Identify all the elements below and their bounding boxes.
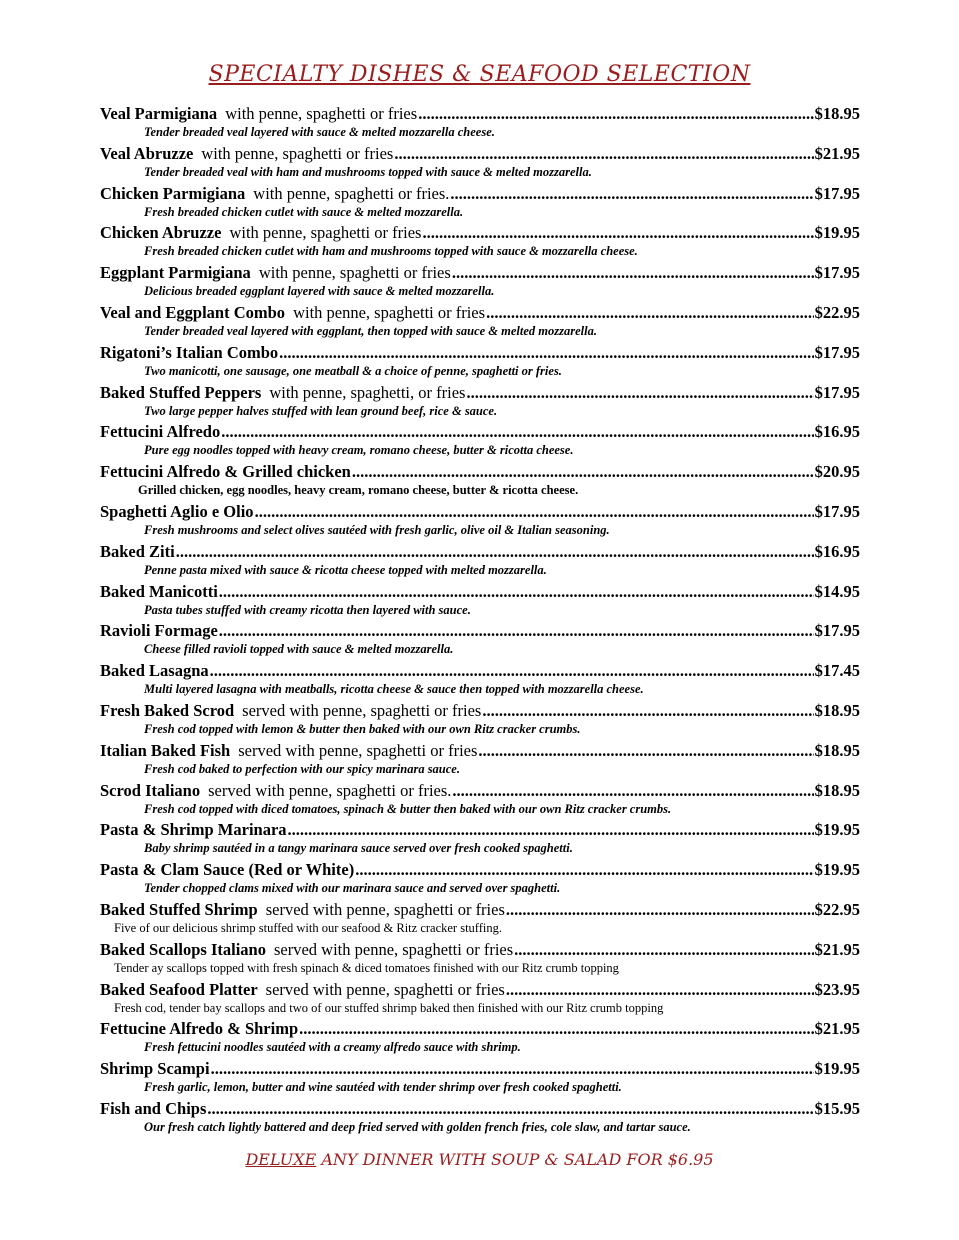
menu-item-name: Italian Baked Fish: [100, 740, 231, 760]
menu-item-sides: with penne, spaghetti or fries: [201, 143, 394, 163]
menu-item-price: $21.95: [814, 143, 860, 163]
menu-item-price: $20.95: [814, 462, 860, 482]
menu-item-line: [100, 741, 860, 762]
menu-item: [100, 1059, 860, 1099]
menu-item: [100, 502, 860, 542]
menu-item-sides: with penne, spaghetti or fries: [258, 263, 451, 283]
menu-item-leader-dots: [514, 940, 813, 960]
menu-item-description: Tender breaded veal layered with eggplant, then topped with sauce & melted mozzarella.: [144, 323, 597, 338]
menu-item-description: Tender breaded veal layered with sauce & melted mozzarella cheese.: [144, 125, 495, 139]
menu-item-price: $14.95: [814, 581, 860, 601]
menu-item-line: [100, 860, 860, 881]
menu-item-price: $16.95: [814, 541, 860, 561]
menu-item-price: $17.95: [814, 501, 860, 521]
menu-item: [100, 701, 860, 741]
menu-item-name: Baked Scallops Italiano: [100, 939, 266, 959]
menu-item: [100, 900, 860, 940]
menu-item-description: Fresh cod, tender bay scallops and two of our stuffed shrimp baked then finished with our Ritz crumb topping: [114, 1000, 664, 1015]
menu-item-leader-dots: [210, 661, 814, 681]
menu-item-price: $17.95: [814, 342, 860, 362]
menu-item-price: $16.95: [814, 422, 860, 442]
menu-item: [100, 1019, 860, 1059]
menu-item-description: Baby shrimp sautéed in a tangy marinara sauce served over fresh cooked spaghetti.: [144, 841, 573, 856]
menu-item-leader-dots: [219, 621, 814, 641]
menu-item: [100, 661, 860, 701]
menu-item-description: Tender chopped clams mixed with our marinara sauce and served over spaghetti.: [144, 881, 561, 896]
menu-item-name: Fettucini Alfredo: [100, 422, 221, 442]
menu-item-price: $18.95: [814, 740, 860, 760]
menu-item-line: [100, 1059, 860, 1080]
menu-item-leader-dots: [422, 223, 813, 243]
menu-item-line: [100, 980, 860, 1001]
menu-item-leader-dots: [478, 741, 813, 761]
menu-item-leader-dots: [255, 502, 814, 522]
menu-item-line: [100, 104, 860, 125]
menu-item-line: [100, 582, 860, 603]
menu-item-line: [100, 223, 860, 244]
menu-item: [100, 184, 860, 224]
menu-item-description: Fresh fettucini noodles sautéed with a creamy alfredo sauce with shrimp.: [144, 1040, 521, 1055]
menu-items-list: [100, 104, 860, 1139]
menu-item-description: Two manicotti, one sausage, one meatball & a choice of penne, spaghetti or fries.: [144, 363, 562, 378]
menu-item-name: Eggplant Parmigiana: [100, 263, 251, 283]
menu-item-leader-dots: [355, 860, 813, 880]
menu-item: [100, 860, 860, 900]
menu-item-line: [100, 303, 860, 324]
menu-item-description: Penne pasta mixed with sauce & ricotta cheese topped with melted mozzarella.: [144, 562, 547, 577]
footer-offer-text: ANY DINNER WITH SOUP & SALAD FOR $6.95: [316, 1150, 714, 1169]
menu-item-sides: served with penne, spaghetti or fries: [242, 700, 482, 720]
menu-item-description: Fresh garlic, lemon, butter and wine sautéed with tender shrimp over fresh cooked spaghetti.: [144, 1080, 622, 1095]
menu-item-description: Fresh breaded chicken cutlet with sauce & melted mozzarella.: [144, 204, 464, 219]
menu-item-sides: served with penne, spaghetti or fries: [265, 979, 505, 999]
menu-item-name: Baked Seafood Platter: [100, 979, 258, 999]
menu-item-name: Chicken Abruzze: [100, 223, 222, 243]
menu-item-price: $17.45: [814, 661, 860, 681]
menu-item-description: Pasta tubes stuffed with creamy ricotta then layered with sauce.: [144, 602, 471, 617]
menu-item: [100, 144, 860, 184]
menu-item: [100, 940, 860, 980]
menu-item-leader-dots: [450, 184, 813, 204]
menu-item-line: [100, 1099, 860, 1120]
menu-item-line: [100, 462, 860, 483]
menu-item-sides: served with penne, spaghetti or fries: [265, 899, 505, 919]
menu-item: [100, 980, 860, 1020]
menu-item-description: Cheese filled ravioli topped with sauce & melted mozzarella.: [144, 642, 454, 657]
menu-item-price: $21.95: [814, 939, 860, 959]
menu-footer-deluxe-offer: [0, 1150, 959, 1169]
menu-item-description: Delicious breaded eggplant layered with sauce & melted mozzarella.: [144, 284, 495, 299]
menu-item-sides: served with penne, spaghetti or fries: [273, 939, 514, 959]
menu-item-line: [100, 781, 860, 802]
menu-item-line: [100, 701, 860, 722]
menu-item-sides: with penne, spaghetti, or fries: [269, 382, 466, 402]
menu-item-leader-dots: [452, 263, 814, 283]
menu-item-description: Tender ay scallops topped with fresh spinach & diced tomatoes finished with our Ritz crumb topping: [114, 960, 619, 975]
menu-item-sides: with penne, spaghetti or fries: [293, 302, 486, 322]
menu-item-leader-dots: [219, 582, 814, 602]
menu-item-name: Pasta & Shrimp Marinara: [100, 820, 287, 840]
menu-item-line: [100, 184, 860, 205]
menu-item-price: $19.95: [814, 223, 860, 243]
menu-item: [100, 383, 860, 423]
menu-item-name: Baked Stuffed Shrimp: [100, 899, 258, 919]
menu-item-leader-dots: [486, 303, 814, 323]
menu-item-line: [100, 144, 860, 165]
menu-item: [100, 781, 860, 821]
menu-item-sides: served with penne, spaghetti or fries.: [208, 780, 452, 800]
menu-item-name: Veal Parmigiana: [100, 104, 218, 123]
menu-item-price: $23.95: [814, 979, 860, 999]
menu-item-price: $21.95: [814, 1019, 860, 1039]
menu-item-name: Spaghetti Aglio e Olio: [100, 501, 254, 521]
menu-item-name: Fettucini Alfredo & Grilled chicken: [100, 462, 351, 482]
menu-item-name: Fresh Baked Scrod: [100, 700, 235, 720]
menu-item: [100, 104, 860, 144]
menu-item-price: $17.95: [814, 382, 860, 402]
menu-item: [100, 820, 860, 860]
menu-item-price: $18.95: [814, 780, 860, 800]
menu-item-leader-dots: [352, 462, 814, 482]
menu-item-leader-dots: [452, 781, 813, 801]
menu-item-price: $19.95: [814, 860, 860, 880]
menu-item-name: Baked Ziti: [100, 541, 175, 561]
menu-item-name: Scrod Italiano: [100, 780, 201, 800]
menu-item-name: Shrimp Scampi: [100, 1059, 210, 1079]
menu-item-sides: served with penne, spaghetti or fries: [238, 740, 478, 760]
menu-item-name: Fish and Chips: [100, 1098, 207, 1118]
menu-item-line: [100, 263, 860, 284]
menu-item-leader-dots: [221, 422, 813, 442]
menu-item: [100, 263, 860, 303]
menu-item-sides: with penne, spaghetti or fries.: [253, 183, 450, 203]
menu-item: [100, 462, 860, 502]
menu-item-description: Fresh cod topped with diced tomatoes, spinach & butter then baked with our own Ritz cracker crumbs.: [144, 801, 672, 816]
menu-item-leader-dots: [207, 1099, 813, 1119]
menu-item-price: $19.95: [814, 820, 860, 840]
menu-item-description: Multi layered lasagna with meatballs, ricotta cheese & sauce then topped with mozzarella cheese.: [144, 682, 644, 697]
menu-item-leader-dots: [466, 383, 813, 403]
menu-item: [100, 621, 860, 661]
menu-item-line: [100, 900, 860, 921]
menu-item-name: Pasta & Clam Sauce (Red or White): [100, 860, 355, 880]
menu-item-line: [100, 383, 860, 404]
menu-item-leader-dots: [299, 1019, 813, 1039]
menu-item-name: Ravioli Formage: [100, 621, 218, 641]
menu-item-description: Pure egg noodles topped with heavy cream, romano cheese, butter & ricotta cheese.: [144, 443, 574, 458]
menu-item-leader-dots: [279, 343, 813, 363]
menu-item-description: Grilled chicken, egg noodles, heavy cream, romano cheese, butter & ricotta cheese.: [138, 483, 579, 498]
menu-item-line: [100, 661, 860, 682]
menu-item-price: $19.95: [814, 1059, 860, 1079]
menu-item-price: $17.95: [814, 263, 860, 283]
menu-item-leader-dots: [418, 104, 813, 124]
menu-item-line: [100, 542, 860, 563]
menu-item: [100, 223, 860, 263]
menu-item-leader-dots: [176, 542, 814, 562]
menu-item: [100, 542, 860, 582]
menu-item-line: [100, 343, 860, 364]
menu-item-description: Fresh mushrooms and select olives sautéed with fresh garlic, olive oil & Italian seasoning.: [144, 522, 610, 537]
menu-item-leader-dots: [506, 980, 814, 1000]
menu-item-price: $17.95: [814, 183, 860, 203]
menu-item-name: Rigatoni’s Italian Combo: [100, 342, 279, 362]
menu-item-description: Fresh cod baked to perfection with our spicy marinara sauce.: [144, 761, 460, 776]
menu-item-name: Fettucine Alfredo & Shrimp: [100, 1019, 299, 1039]
menu-item-line: [100, 1019, 860, 1040]
menu-item-leader-dots: [482, 701, 813, 721]
menu-item-line: [100, 940, 860, 961]
menu-item-price: $17.95: [814, 621, 860, 641]
menu-item-description: Tender breaded veal with ham and mushrooms topped with sauce & melted mozzarella.: [144, 164, 592, 179]
menu-item-leader-dots: [288, 820, 814, 840]
menu-item-description: Two large pepper halves stuffed with lean ground beef, rice & sauce.: [144, 403, 498, 418]
menu-item-description: Five of our delicious shrimp stuffed with our seafood & Ritz cracker stuffing.: [114, 920, 503, 935]
menu-item-sides: with penne, spaghetti or fries: [225, 104, 418, 123]
menu-item-price: $18.95: [814, 104, 860, 123]
menu-item-leader-dots: [211, 1059, 814, 1079]
menu-item-leader-dots: [394, 144, 813, 164]
menu-item-name: Chicken Parmigiana: [100, 183, 246, 203]
menu-item-leader-dots: [506, 900, 814, 920]
menu-item: [100, 1099, 860, 1139]
menu-item-description: Our fresh catch lightly battered and deep fried served with golden french fries, cole slaw, and tartar sauce.: [144, 1119, 691, 1134]
menu-item-name: Veal Abruzze: [100, 143, 194, 163]
menu-item-line: [100, 422, 860, 443]
menu-item-name: Baked Stuffed Peppers: [100, 382, 262, 402]
menu-item-line: [100, 820, 860, 841]
footer-deluxe-word: DELUXE: [245, 1150, 317, 1169]
menu-item-price: $22.95: [814, 302, 860, 322]
menu-title: SPECIALTY DISHES & SEAFOOD SELECTION: [208, 62, 751, 87]
menu-item-line: [100, 621, 860, 642]
menu-item-name: Veal and Eggplant Combo: [100, 302, 286, 322]
menu-item: [100, 343, 860, 383]
menu-item: [100, 582, 860, 622]
menu-item-price: $22.95: [814, 899, 860, 919]
menu-item: [100, 741, 860, 781]
menu-item-description: Fresh breaded chicken cutlet with ham and mushrooms topped with sauce & mozzarella cheese.: [144, 244, 638, 259]
menu-item-line: [100, 502, 860, 523]
menu-item-name: Baked Lasagna: [100, 661, 209, 681]
menu-item: [100, 303, 860, 343]
menu-item-description: Fresh cod topped with lemon & butter then baked with our own Ritz cracker crumbs.: [144, 721, 581, 736]
menu-item-name: Baked Manicotti: [100, 581, 218, 601]
menu-item-price: $15.95: [814, 1098, 860, 1118]
menu-item: [100, 422, 860, 462]
menu-item-price: $18.95: [814, 700, 860, 720]
menu-item-sides: with penne, spaghetti or fries: [229, 223, 422, 243]
